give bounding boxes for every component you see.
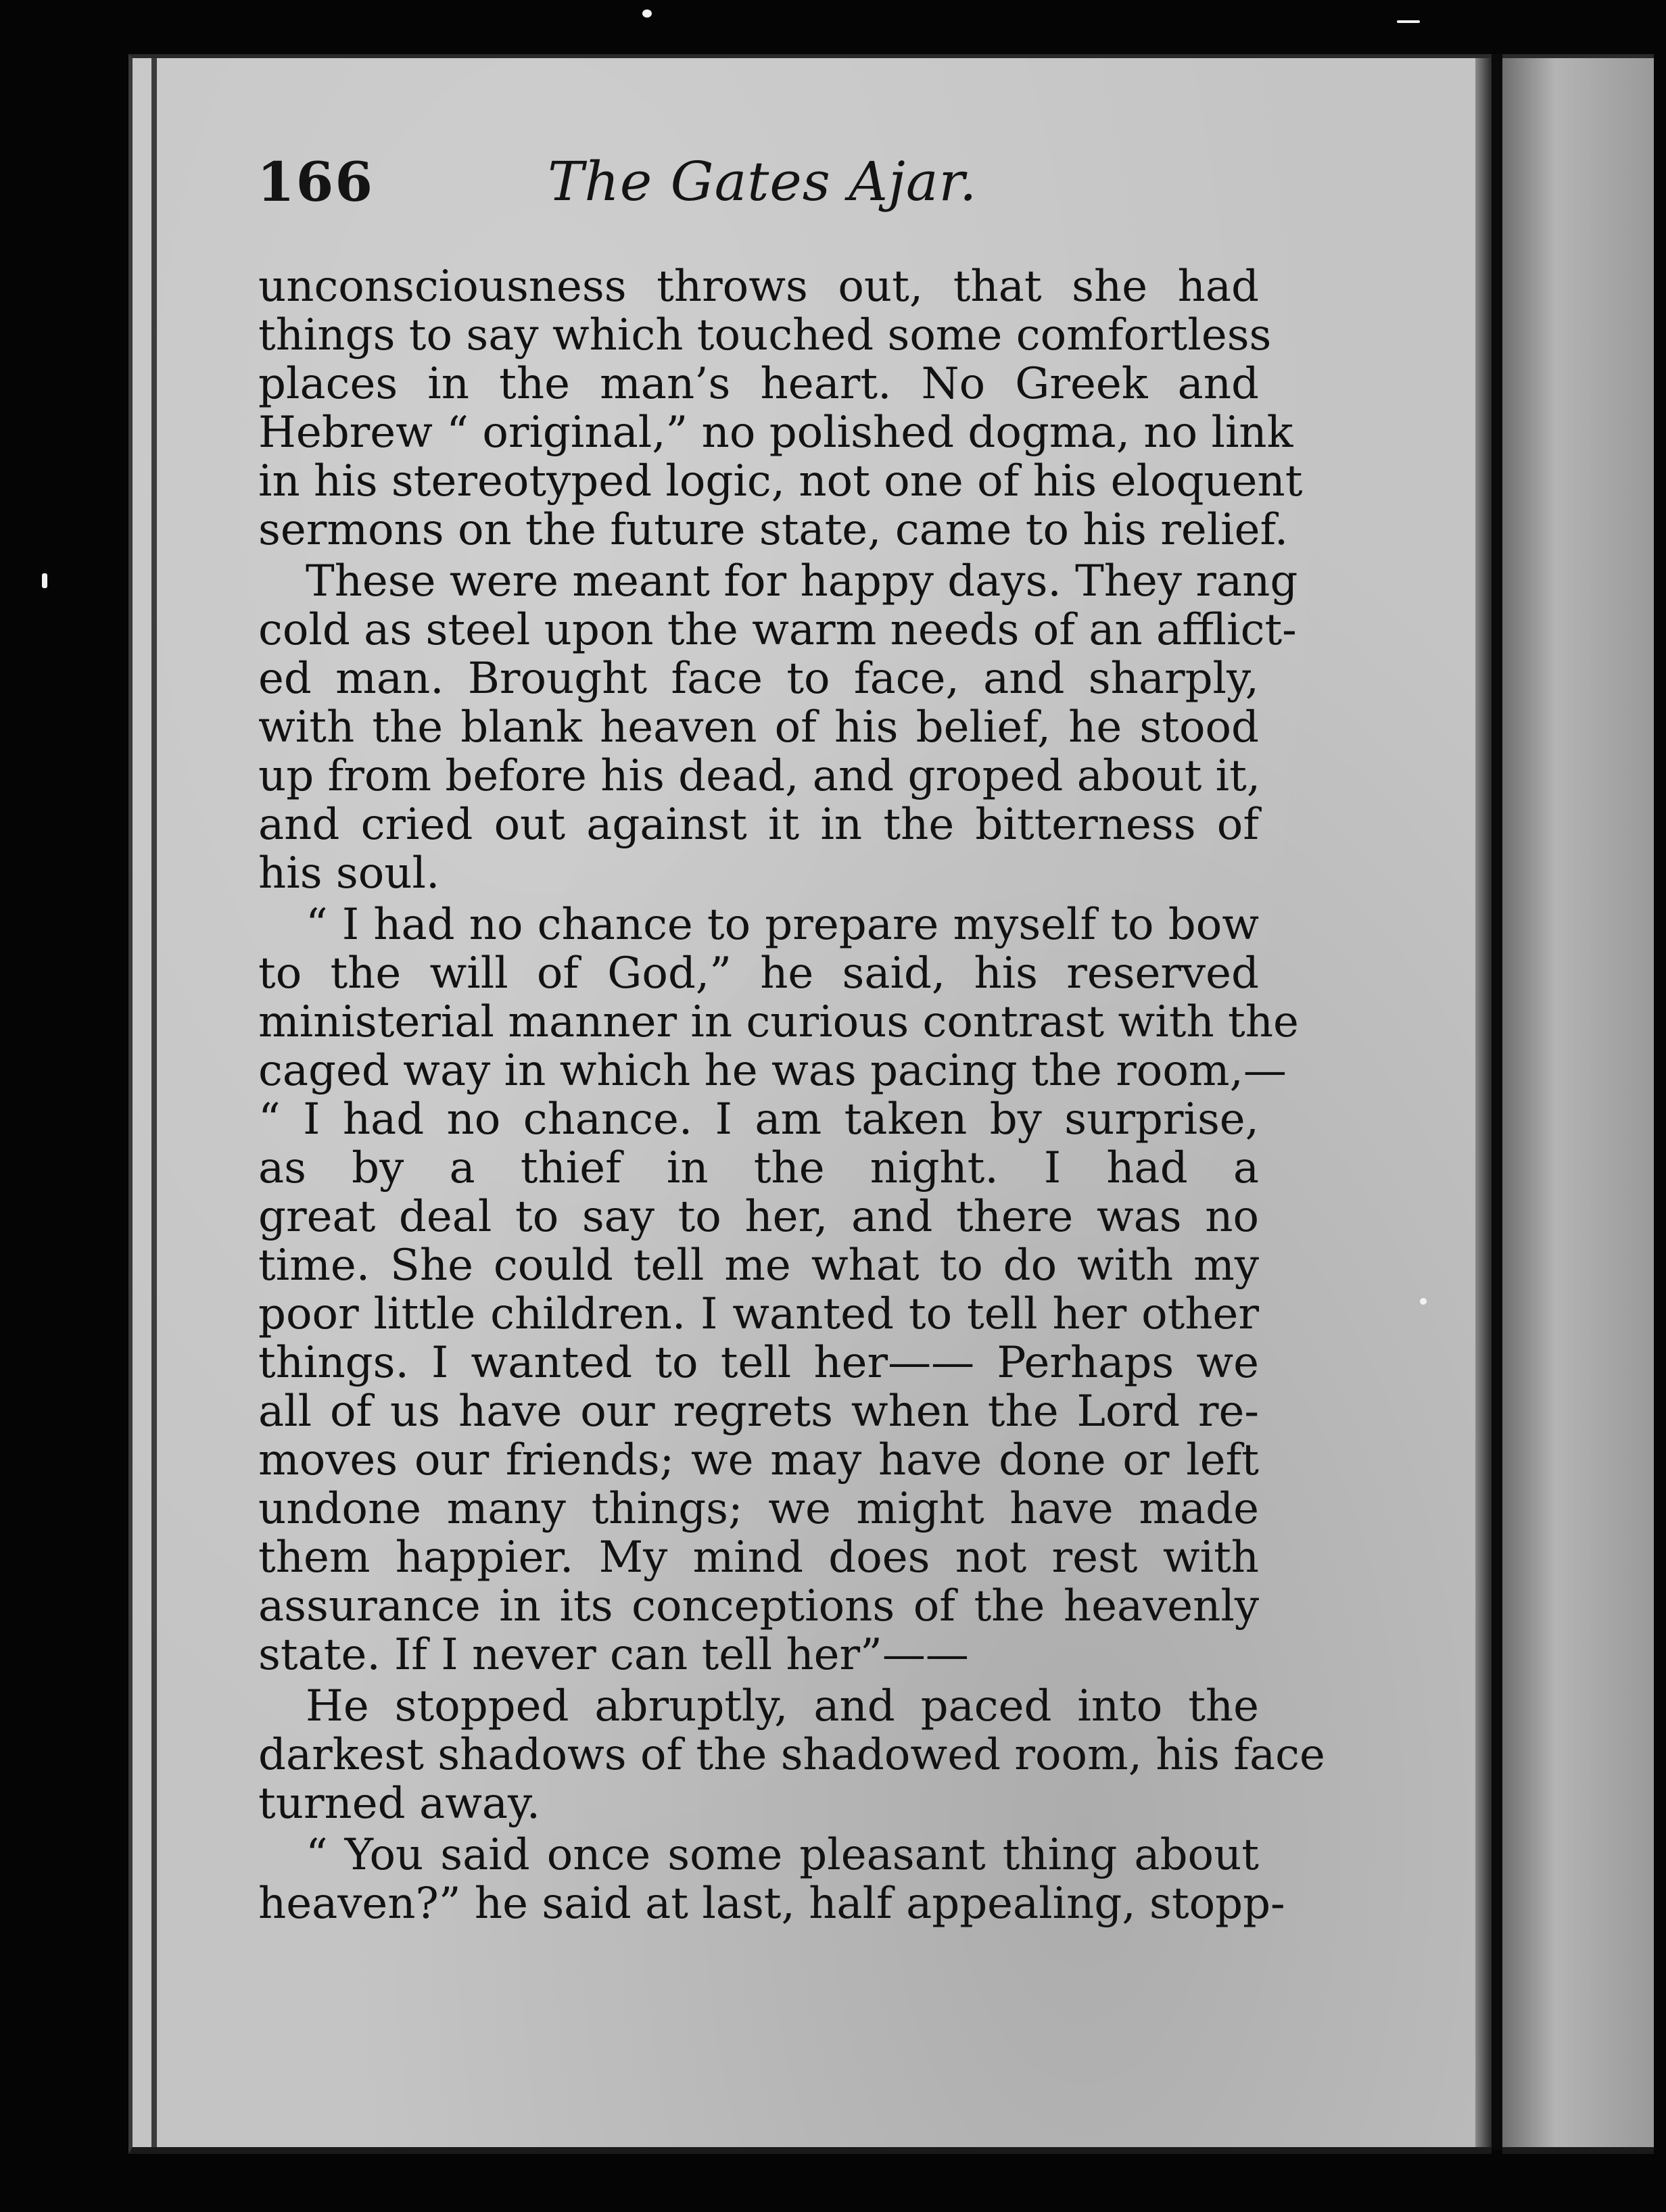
text-line: things. I wanted to tell her—— Perhaps we bbox=[258, 1338, 1259, 1388]
text-line: These were meant for happy days. They rang bbox=[306, 556, 1298, 606]
facing-page bbox=[1502, 54, 1654, 2154]
text-line: cold as steel upon the warm needs of an afflict- bbox=[258, 605, 1297, 655]
text-line: “ I had no chance. I am taken by surprise, bbox=[258, 1095, 1259, 1145]
text-line: great deal to say to her, and there was no bbox=[258, 1192, 1259, 1242]
text-line: places in the man’s heart. No Greek and bbox=[258, 359, 1259, 409]
paragraph bbox=[258, 262, 1303, 555]
text-line: to the will of God,” he said, his reserved bbox=[258, 948, 1259, 999]
paragraph bbox=[258, 1681, 1325, 1829]
text-line: unconsciousness throws out, that she had bbox=[258, 262, 1259, 312]
page-header bbox=[257, 150, 1258, 224]
text-line: them happier. My mind does not rest with bbox=[258, 1533, 1259, 1583]
text-line: assurance in its conceptions of the heavenly bbox=[258, 1581, 1259, 1631]
text-line: all of us have our regrets when the Lord re- bbox=[258, 1387, 1259, 1437]
text-line: He stopped abruptly, and paced into the bbox=[306, 1681, 1259, 1731]
text-line: in his stereotyped logic, not one of his eloquent bbox=[258, 456, 1303, 506]
page-edge-rule bbox=[151, 58, 157, 2147]
gutter-shadow bbox=[1475, 58, 1492, 2147]
text-line: as by a thief in the night. I had a bbox=[258, 1143, 1259, 1193]
text-line: undone many things; we might have made bbox=[258, 1484, 1259, 1534]
text-line: with the blank heaven of his belief, he stood bbox=[258, 702, 1259, 752]
text-line: sermons on the future state, came to his relief. bbox=[258, 505, 1289, 555]
text-line: time. She could tell me what to do with my bbox=[258, 1241, 1259, 1291]
text-line: and cried out against it in the bitterness of bbox=[258, 800, 1259, 850]
scan-speck bbox=[642, 9, 652, 18]
paragraph bbox=[258, 556, 1298, 898]
text-line: poor little children. I wanted to tell her other bbox=[258, 1289, 1259, 1339]
text-line: things to say which touched some comfortless bbox=[258, 310, 1272, 360]
scan-speck bbox=[1420, 1298, 1427, 1305]
paragraph bbox=[258, 900, 1299, 1680]
text-line: heaven?” he said at last, half appealing, stopp- bbox=[258, 1879, 1285, 1929]
body-text bbox=[258, 262, 1325, 1931]
text-line: ministerial manner in curious contrast with the bbox=[258, 997, 1299, 1047]
scan-speck bbox=[1397, 20, 1420, 23]
page-number: 166 bbox=[257, 150, 374, 214]
text-line: Hebrew “ original,” no polished dogma, no link bbox=[258, 408, 1293, 458]
text-line: “ You said once some pleasant thing about bbox=[306, 1830, 1259, 1880]
text-line: “ I had no chance to prepare myself to bow bbox=[306, 900, 1259, 950]
text-line: moves our friends; we may have done or left bbox=[258, 1435, 1259, 1485]
scan-speck bbox=[42, 573, 47, 588]
text-line: caged way in which he was pacing the room,— bbox=[258, 1046, 1287, 1096]
text-line: ed man. Brought face to face, and sharply, bbox=[258, 654, 1259, 704]
paragraph bbox=[258, 1830, 1285, 1929]
text-line: darkest shadows of the shadowed room, his face bbox=[258, 1730, 1325, 1780]
text-line: turned away. bbox=[258, 1779, 541, 1829]
text-line: state. If I never can tell her”—— bbox=[258, 1630, 969, 1680]
running-title: The Gates Ajar. bbox=[548, 150, 978, 213]
text-line: his soul. bbox=[258, 848, 440, 898]
text-line: up from before his dead, and groped about it, bbox=[258, 751, 1261, 801]
